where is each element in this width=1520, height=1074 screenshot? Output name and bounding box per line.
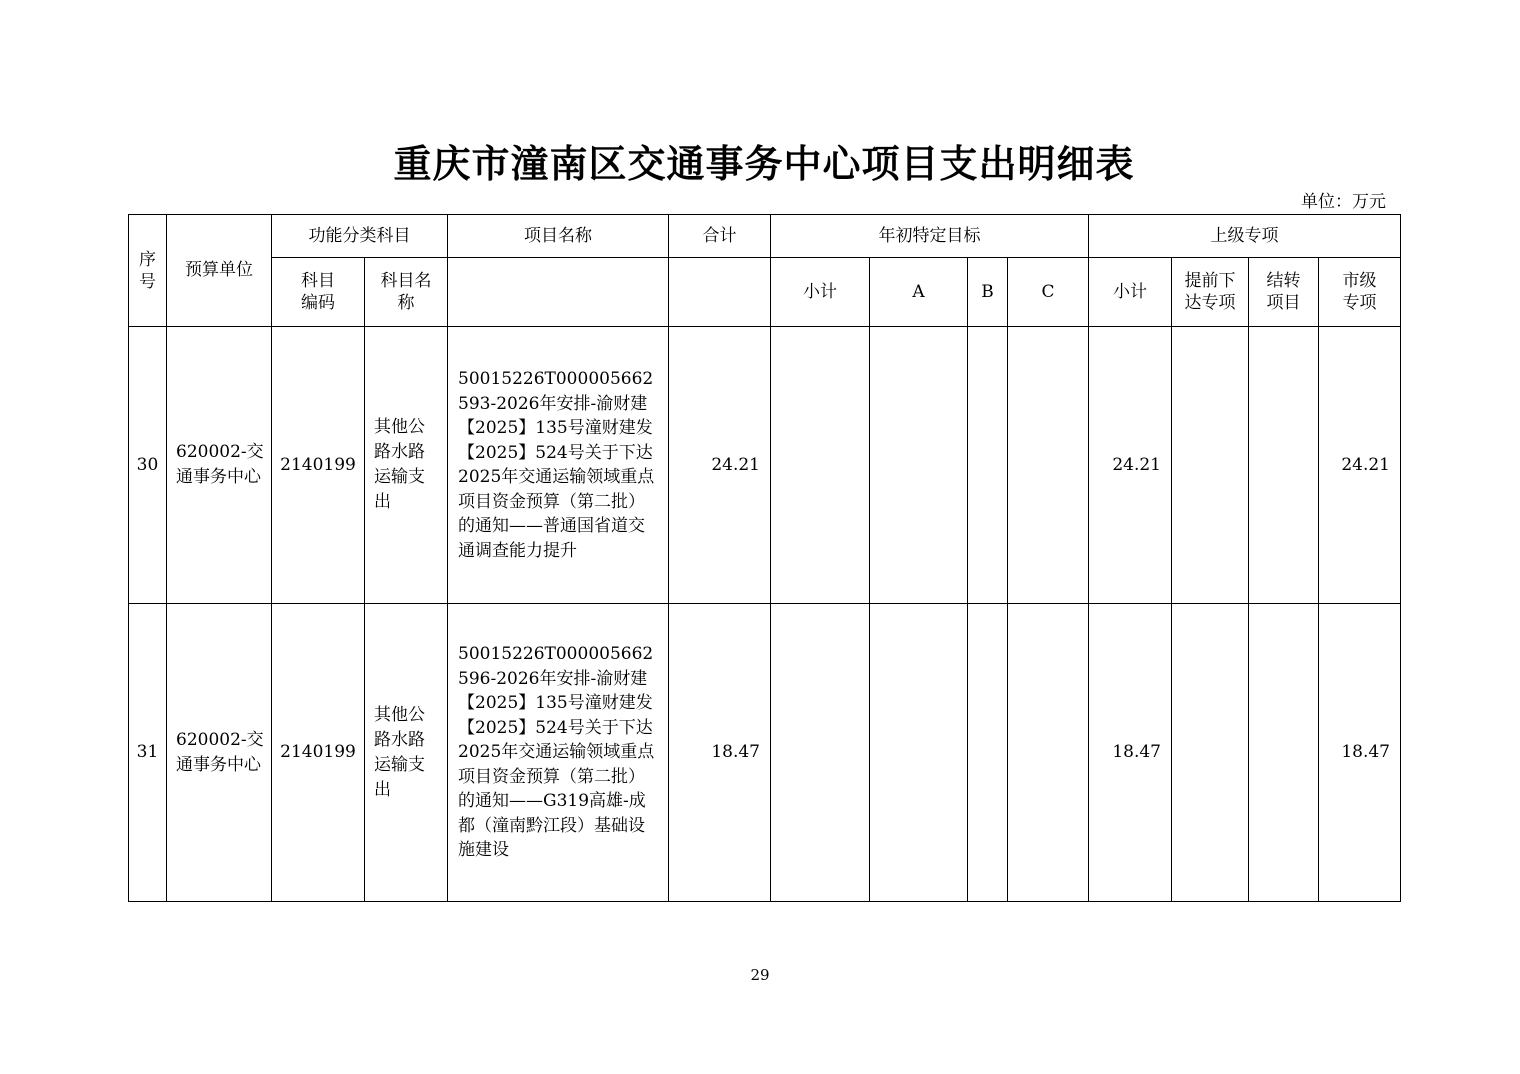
cell-b (968, 327, 1008, 604)
cell-advance (1172, 327, 1249, 604)
header-total-blank (669, 258, 771, 327)
header-b: B (968, 258, 1008, 327)
header-city-level: 市级专项 (1319, 258, 1401, 327)
cell-sup-subtotal: 24.21 (1089, 327, 1172, 604)
cell-subject-name: 其他公路水路运输支出 (365, 327, 448, 604)
cell-carryover (1249, 604, 1319, 902)
header-init-subtotal: 小计 (771, 258, 870, 327)
header-sup-subtotal: 小计 (1089, 258, 1172, 327)
cell-seq: 30 (129, 327, 167, 604)
cell-total: 24.21 (669, 327, 771, 604)
cell-init-subtotal (771, 604, 870, 902)
cell-city: 18.47 (1319, 604, 1401, 902)
header-total: 合计 (669, 215, 771, 258)
header-project-name-blank (448, 258, 669, 327)
table-row (129, 604, 1401, 902)
unit-label: 单位：万元 (1301, 192, 1386, 212)
header-func-class: 功能分类科目 (272, 215, 448, 258)
cell-project-name: 50015226T000005662593-2026年安排-渝财建【2025】135号潼财建发【2025】524号关于下达2025年交通运输领域重点项目资金预算（第二批）的通知——普通国省道交通调查能力提升 (448, 327, 669, 604)
cell-budget-unit: 620002-交通事务中心 (167, 327, 272, 604)
cell-project-name: 50015226T000005662596-2026年安排-渝财建【2025】135号潼财建发【2025】524号关于下达2025年交通运输领域重点项目资金预算（第二批）的通知——G319高雄-成都（潼南黔江段）基础设施建设 (448, 604, 669, 902)
header-c: C (1008, 258, 1089, 327)
cell-carryover (1249, 327, 1319, 604)
header-superior: 上级专项 (1089, 215, 1401, 258)
cell-c (1008, 604, 1089, 902)
cell-c (1008, 327, 1089, 604)
header-seq: 序号 (129, 215, 167, 327)
cell-a (870, 604, 968, 902)
cell-subject-code: 2140199 (272, 604, 365, 902)
page-number: 29 (750, 966, 770, 984)
header-project-name: 项目名称 (448, 215, 669, 258)
cell-a (870, 327, 968, 604)
header-subject-name: 科目名称 (365, 258, 448, 327)
cell-subject-name: 其他公路水路运输支出 (365, 604, 448, 902)
cell-b (968, 604, 1008, 902)
project-expense-table (128, 214, 1401, 902)
header-carryover: 结转项目 (1249, 258, 1319, 327)
cell-init-subtotal (771, 327, 870, 604)
header-initial-target: 年初特定目标 (771, 215, 1089, 258)
header-budget-unit: 预算单位 (167, 215, 272, 327)
header-a: A (870, 258, 968, 327)
header-subject-code: 科目编码 (272, 258, 365, 327)
cell-advance (1172, 604, 1249, 902)
cell-total: 18.47 (669, 604, 771, 902)
cell-city: 24.21 (1319, 327, 1401, 604)
cell-sup-subtotal: 18.47 (1089, 604, 1172, 902)
table-row (129, 327, 1401, 604)
header-advance: 提前下达专项 (1172, 258, 1249, 327)
document-title: 重庆市潼南区交通事务中心项目支出明细表 (393, 141, 1135, 186)
cell-subject-code: 2140199 (272, 327, 365, 604)
cell-seq: 31 (129, 604, 167, 902)
cell-budget-unit: 620002-交通事务中心 (167, 604, 272, 902)
